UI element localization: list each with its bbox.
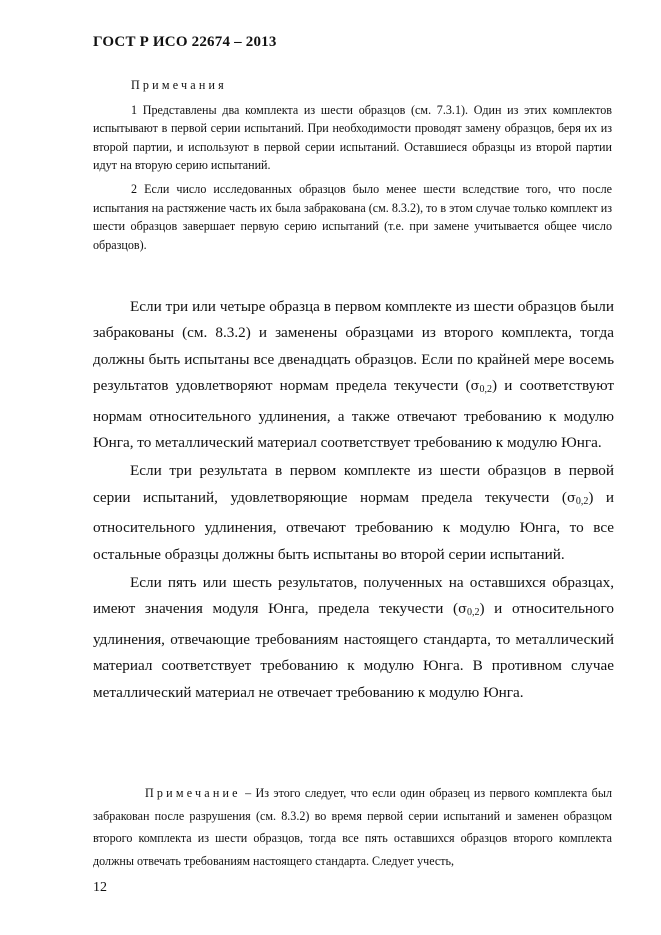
- notes-heading: Примечания: [131, 78, 227, 92]
- sigma-symbol: σ: [470, 379, 480, 395]
- note-1: 1 Представлены два комплекта из шести образцов (см. 7.3.1). Один из этих комплектов испытывают в первой серии испытаний. При необходимости проводят замену образцов, беря их из второй партии, и используют в первой серии испытаний. Оставшиеся образцы из второй партии идут на вторую серию испытаний.: [93, 102, 612, 173]
- final-note-text: – Из этого следует, что если один образец из первого комплекта был забракован после разрушения (см. 8.3.2) во время первой серии испытаний и заменен образцом второго комплекта из шести образцов, тогда все пять оставшихся образцов второго комплекта должны отвечать требованиям настоящего стандарта. Следует учесть,: [93, 786, 612, 868]
- paragraph-3-text-start: Если пять или шесть результатов, полученных на оставшихся образцах, имеют значения модуля Юнга, предела текучести (: [93, 574, 614, 618]
- notes-block: [93, 76, 612, 259]
- paragraph-1-text-end: ) и соответствуют нормам относительного удлинения, а также отвечают требованию к модулю Юнга, то металлический материал соответствует требованию к модулю Юнга.: [93, 377, 614, 452]
- sigma-subscript: 0,2: [479, 384, 493, 396]
- paragraph-2: [93, 458, 614, 568]
- paragraph-1: [93, 294, 614, 456]
- sigma-subscript: 0,2: [575, 495, 589, 507]
- note-2: 2 Если число исследованных образцов было менее шести вследствие того, что после испытания на растяжение часть их была забракована (см. 8.3.2), то в этом случае только комплект из шести образцов завершает первую серию испытаний (т.е. при замене учитывается общее число образцов).: [93, 181, 612, 252]
- final-note-label: Примечание: [145, 786, 241, 800]
- sigma-subscript: 0,2: [466, 607, 480, 619]
- page-number: 12: [93, 880, 107, 895]
- final-note: [93, 782, 612, 872]
- paragraph-3-text-end: ) и относительного удлинения, отвечающие требованиям настоящего стандарта, то металлический материал соответствует требованию к модулю Юнга. В противном случае металлический материал не отвечает требованию к модулю Юнга.: [93, 600, 614, 701]
- paragraph-2-text-start: Если три результата в первом комплекте из шести образцов в первой серии испытаний, удовлетворяющие нормам предела текучести (: [93, 462, 614, 506]
- paragraph-2-text-end: ) и относительного удлинения, отвечают требованию к модулю Юнга, то все остальные образцы должны быть испытаны во второй серии испытаний.: [93, 488, 614, 563]
- sigma-symbol: σ: [458, 602, 467, 618]
- sigma-symbol: σ: [566, 490, 576, 506]
- standard-header: ГОСТ Р ИСО 22674 – 2013: [93, 34, 277, 50]
- main-text: [93, 294, 614, 706]
- paragraph-3: [93, 570, 614, 706]
- paragraph-1-text-start: Если три или четыре образца в первом комплекте из шести образцов были забракованы (см. 8.3.2) и заменены образцами из второго комплекта, тогда должны быть испытаны все двенадцать образцов. Если по крайней мере восемь результатов удовлетворяют нормам предела текучести (: [93, 298, 614, 395]
